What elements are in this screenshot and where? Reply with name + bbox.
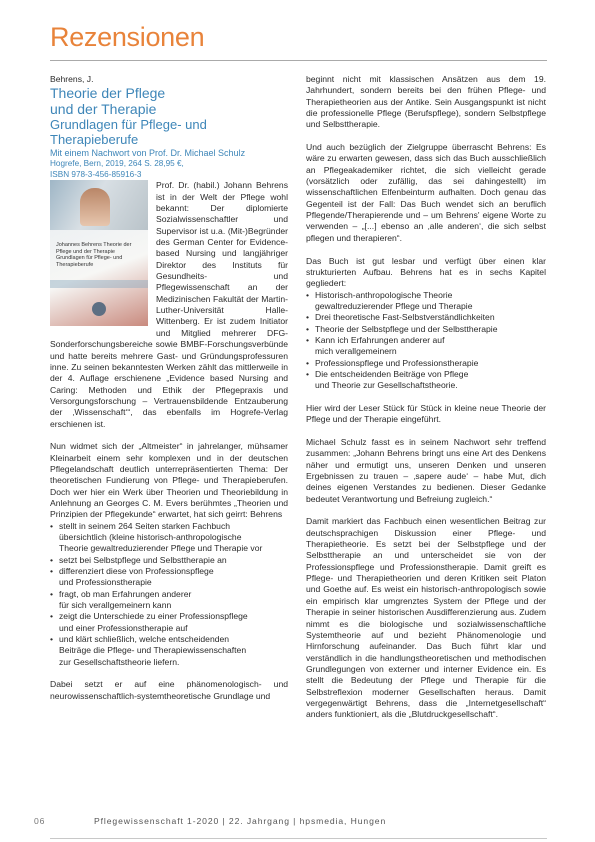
cover-person-figure bbox=[80, 188, 110, 226]
review-paragraph-4: beginnt nicht mit klassischen Ansätzen aus dem 19. Jahrhundert, sondern bereits bei den frühen Pflege- und Therapietheorien aus der Antike. Sein Ausgangspunkt ist nicht die professionelle Pflege (Berufspflege), sondern Selbstpflege und Selbsttherapie. bbox=[306, 74, 546, 130]
bullet-icon: • bbox=[50, 554, 54, 565]
bullet-icon: • bbox=[50, 611, 54, 622]
review-paragraph-5: Und auch bezüglich der Zielgruppe überrascht Behrens: Es wäre zu erwarten gewesen, dass sich das Buch ausschließlich an Pflegeakademiker richtet, die sich vielleicht gerade (vorsätzlich oder zufällig, das sei dahingestellt) im wissenschaftlichen Elfenbeinturm aufhalten. Doch genau das Gegenteil ist der Fall: Das Buch wendet sich an beruflich Pflegende/Therapierende und – um Behrens' eigene Worte zu verwenden – „[...] ebenso an ‚alle anderen‘, die sich selbst pflegen und therapieren“. bbox=[306, 142, 546, 243]
bullet-icon: • bbox=[306, 323, 310, 334]
bullet-icon: • bbox=[306, 312, 310, 323]
book-cover bbox=[50, 180, 148, 326]
review-author: Behrens, J. bbox=[50, 74, 94, 84]
review-paragraph-3: Dabei setzt er auf eine phänomenologisch- und neurowissenschaftlich-systemtheoretische Grundlage und bbox=[50, 679, 288, 701]
review-paragraph-1: Prof. Dr. (habil.) Johann Behrens ist in der Welt der Pflege wohl bekannt: Der diplomierte Sozialwissenschaftler und Supervisor ist u.a. (Mit-)Begründer des German Center for Evidence-based Nursing und langjähriger Direktor des Instituts für Gesundheits- und Pflegewissenschaft an der Medizinischen Fakultät der Martin-Luther-Universität Halle-Wittenberg. Er ist zudem Initiator und Mitglied mehrerer DFG-Sonderforschungsbereiche sowie BMBF-Forschungsverbünde und hatte bereits mehrere Gast- und Gründungsprofessuren inne. Zu seinen bekanntesten Werken zählt das mittlerweile in der 4. Auflage erschienene „Evidence based Nursing and Caring: Methoden und Ethik der Pflegepraxis und Versorgungsforschung – Vertrauensbildende Entzauberung der ‚Wissenschaft‘“, das ebenfalls im Hogrefe-Verlag erschienen ist. bbox=[50, 180, 288, 429]
cover-band bbox=[50, 280, 148, 288]
bullet-icon: • bbox=[50, 588, 54, 599]
list-item: • Theorie der Selbstpflege und der Selbsttherapie bbox=[306, 323, 498, 334]
publisher-logo-icon bbox=[92, 302, 106, 316]
list-item: • differenziert diese von Professionspflege und Professionstherapie bbox=[50, 566, 214, 588]
chapter-list bbox=[306, 290, 546, 392]
review-paragraph-8: Michael Schulz fasst es in seinem Nachwort sehr treffend zusammen: „Johann Behrens bringt uns eine Art des Denkens näher und ermutigt uns, unseren Denken und unseren Ergebnissen zu trauen – ‚sapere aude‘ – habe Mut, dich deines eigenen Verstandes zu bedienen. Dieser Gedanke bedeutet Verantwortung und Befreiung zugleich.“ bbox=[306, 437, 546, 504]
book-title-line-1: Theorie der Pflege bbox=[50, 85, 166, 102]
book-afterword-note: Mit einem Nachwort von Prof. Dr. Michael Schulz bbox=[50, 148, 246, 159]
review-paragraph-9: Damit markiert das Fachbuch einen wesentlichen Beitrag zur deutschsprachigen Diskussion einer Pflege- und Therapietheorie. Es setzt bei der Selbstpflege und der Selbsttherapie an und unterscheidet sie von der Professionspflege und Professionstherapie. Damit greift es Pflege- und Therapietheorien und deren Kritiken seit Platon und Goethe auf. Es weist ein historisch-anthropologisch sowie ein empirisch klar umgrenztes System der Pflege und der Therapie in seiner historischen Ausdifferenzierung aus. Zudem nimmt es die biologische und sozialwissenschaftliche Systemtheorie auf und bezieht Phänomenologie und Hirnforschung aufeinander. Das Buch führt klar und verständlich in die handlungstheoretischen und methodischen Grundlegungen von externer und interner Evidence ein. Es stellt die Bedeutung der Pflege und Therapie für die Selbstreflexion moderner Gesellschaften heraus. Damit vergegenwärtigt Behrens, dass die „Internetgesellschaft“ anders funktioniert, als die „Blutdruckgesellschaft“. bbox=[306, 516, 546, 720]
review-paragraph-7: Hier wird der Leser Stück für Stück in kleine neue Theorie der Pflege und der Therapie eingeführt. bbox=[306, 402, 546, 425]
list-item: • Kann ich Erfahrungen anderer auf mich verallgemeinern bbox=[306, 334, 445, 357]
bullet-icon: • bbox=[50, 566, 54, 577]
list-item: • Professionspflege und Professionstherapie bbox=[306, 357, 479, 368]
bullet-icon: • bbox=[306, 334, 310, 345]
bullet-icon: • bbox=[50, 634, 54, 645]
list-item: • Die entscheidenden Beiträge von Pflege und Theorie zur Gesellschaftstheorie. bbox=[306, 368, 469, 391]
header-rule bbox=[50, 60, 547, 61]
list-item: • setzt bei Selbstpflege und Selbsttherapie an bbox=[50, 554, 227, 565]
left-column bbox=[50, 74, 288, 702]
list-item: • Drei theoretische Fast-Selbstverständlichkeiten bbox=[306, 312, 495, 323]
bullet-icon: • bbox=[50, 520, 54, 531]
book-subtitle bbox=[50, 117, 288, 147]
bullet-icon: • bbox=[306, 357, 310, 368]
right-column bbox=[306, 74, 546, 721]
footer-rule bbox=[50, 838, 547, 839]
list-item: • und klärt schließlich, welche entscheidenden Beiträge die Pflege- und Therapiewissenschaften zur Gesellschaftstheorie liefern. bbox=[50, 634, 247, 667]
book-publisher-line: Hogrefe, Bern, 2019, 264 S. 28,95 €, bbox=[50, 159, 184, 169]
list-item: • Historisch-anthropologische Theorie gewaltreduzierender Pflege und Therapie bbox=[306, 289, 473, 311]
review-paragraph-6: Das Buch ist gut lesbar und verfügt über einen klar strukturierten Aufbau. Behrens hat es in sechs Kapitel gegliedert: bbox=[306, 255, 546, 289]
left-bullet-list bbox=[50, 521, 288, 668]
book-subtitle-line-2: Therapieberufe bbox=[50, 132, 139, 148]
page-title: Rezensionen bbox=[50, 22, 205, 52]
book-cover-image bbox=[50, 180, 148, 328]
book-subtitle-line-1: Grundlagen für Pflege- und bbox=[50, 117, 207, 133]
book-isbn: ISBN 978-3-456-85916-3 bbox=[50, 169, 142, 179]
footer-journal-info: Pflegewissenschaft 1-2020 | 22. Jahrgang | hpsmedia, Hungen bbox=[94, 816, 387, 826]
book-title bbox=[50, 85, 288, 117]
bullet-icon: • bbox=[306, 289, 310, 300]
page-number: 06 bbox=[34, 816, 46, 826]
cover-text: Johannes Behrens Theorie der Pflege und der Therapie Grundlagen für Pflege- und Therapieberufe bbox=[56, 242, 132, 268]
review-paragraph-2: Nun widmet sich der „Altmeister“ in jahrelanger, mühsamer Kleinarbeit einem sehr komplexen und in der deutschen Pflegelandschaft deutlich unterrepräsentierten Thema: Der theoretischen Fundierung von Pflege- und Therapieberufen. Doch wer hier ein Werk über Theorien und Theoriebildung in Anlehnung an Georges C. M. Evers berühmtes „Theorien und Prinzipien der Pflegekunde“ erwartet, hat sich geirrt: Behrens bbox=[50, 441, 288, 520]
bullet-icon: • bbox=[306, 368, 310, 379]
list-item: • zeigt die Unterschiede zu einer Professionspflege und einer Professionstherapie auf bbox=[50, 611, 248, 633]
list-item: • stellt in seinem 264 Seiten starken Fachbuch übersichtlich (kleine historisch-anthropologische Theorie gewaltreduzierender Pflege und Therapie vor bbox=[50, 520, 263, 554]
list-item: • fragt, ob man Erfahrungen anderer für sich verallgemeinern kann bbox=[50, 588, 192, 611]
book-title-line-2: und der Therapie bbox=[50, 101, 157, 118]
page-footer bbox=[34, 816, 386, 826]
book-meta bbox=[50, 159, 288, 180]
